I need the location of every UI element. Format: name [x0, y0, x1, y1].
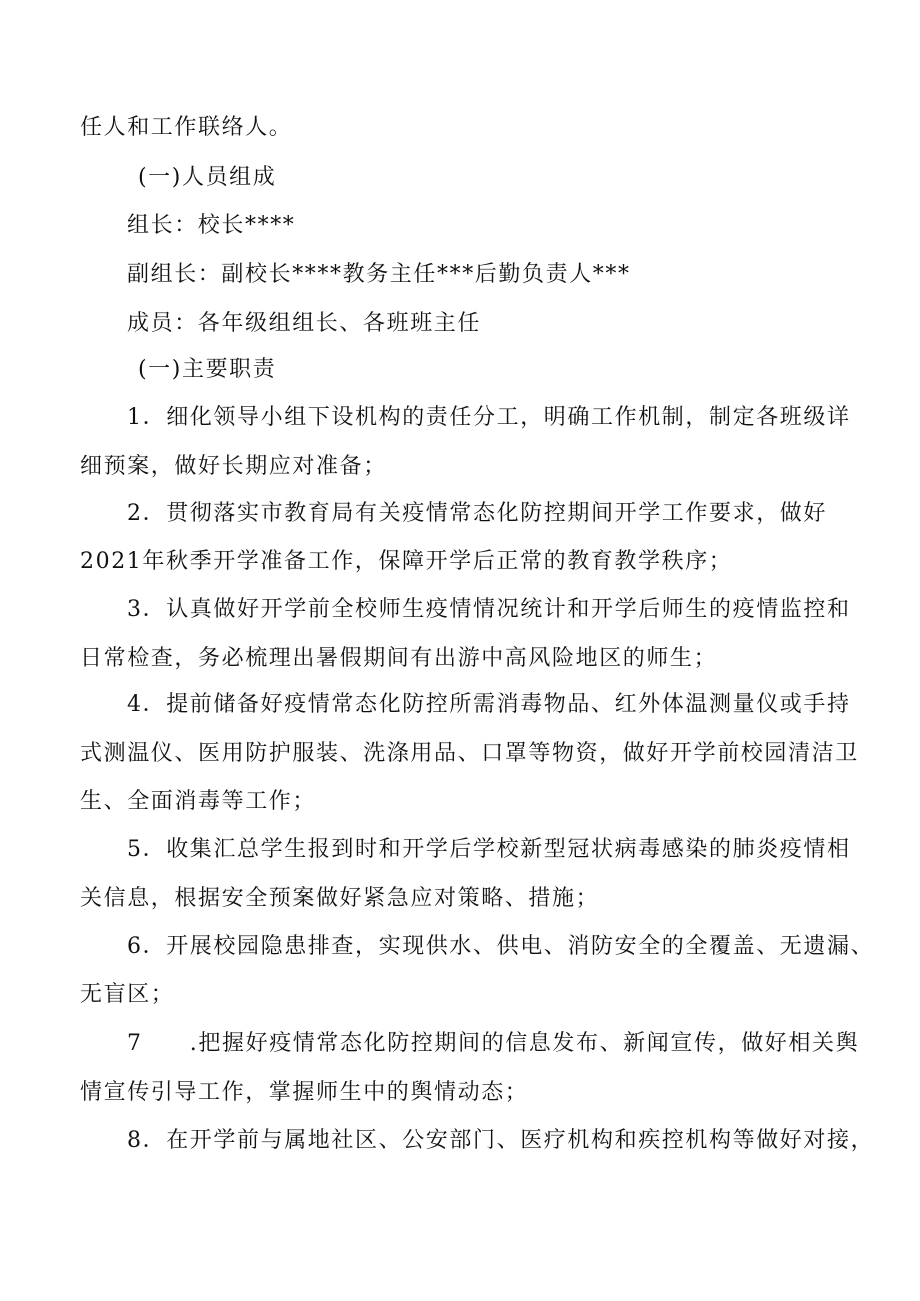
section-heading: (一)主要职责 [138, 357, 277, 382]
list-item-line: 情宣传引导工作，掌握师生中的舆情动态； [80, 1080, 529, 1105]
list-item-line: 式测温仪、医用防护服装、洗涤用品、口罩等物资，做好开学前校园清洁卫 [80, 741, 859, 766]
list-item-line: 6．开展校园隐患排查，实现供水、供电、消防安全的全覆盖、无遗漏、 [127, 934, 875, 959]
list-item-line: 2021年秋季开学准备工作，保障开学后正常的教育教学秩序； [80, 549, 733, 574]
text-line: 副组长：副校长****教务主任***后勤负责人*** [127, 262, 631, 287]
list-item-line: 3．认真做好开学前全校师生疫情情况统计和开学后师生的疫情监控和 [127, 597, 851, 622]
list-item-line: 细预案，做好长期应对准备； [80, 454, 387, 479]
text-line: 成员：各年级组组长、各班班主任 [127, 311, 482, 336]
list-item-line: 2．贯彻落实市教育局有关疫情常态化防控期间开学工作要求，做好 [127, 501, 827, 526]
list-item-line: 1．细化领导小组下设机构的责任分工，明确工作机制，制定各班级详 [127, 405, 851, 430]
text-line: 任人和工作联络人。 [80, 115, 293, 140]
list-item-line: 8．在开学前与属地社区、公安部门、医疗机构和疾控机构等做好对接， [127, 1128, 875, 1153]
list-item-line: 关信息，根据安全预案做好紧急应对策略、措施； [80, 886, 600, 911]
list-item-line: 7 .把握好疫情常态化防控期间的信息发布、新闻宣传，做好相关舆 [127, 1031, 860, 1056]
list-item-line: 无盲区； [80, 982, 175, 1007]
list-item-line: 生、全面消毒等工作； [80, 789, 317, 814]
section-heading: (一)人员组成 [138, 165, 277, 190]
list-item-line: 日常检查，务必梳理出暑假期间有出游中高风险地区的师生； [80, 646, 718, 671]
list-item-line: 4．提前储备好疫情常态化防控所需消毒物品、红外体温测量仪或手持 [127, 692, 851, 717]
text-line: 组长：校长**** [127, 213, 296, 238]
list-item-line: 5．收集汇总学生报到时和开学后学校新型冠状病毒感染的肺炎疫情相 [127, 837, 851, 862]
